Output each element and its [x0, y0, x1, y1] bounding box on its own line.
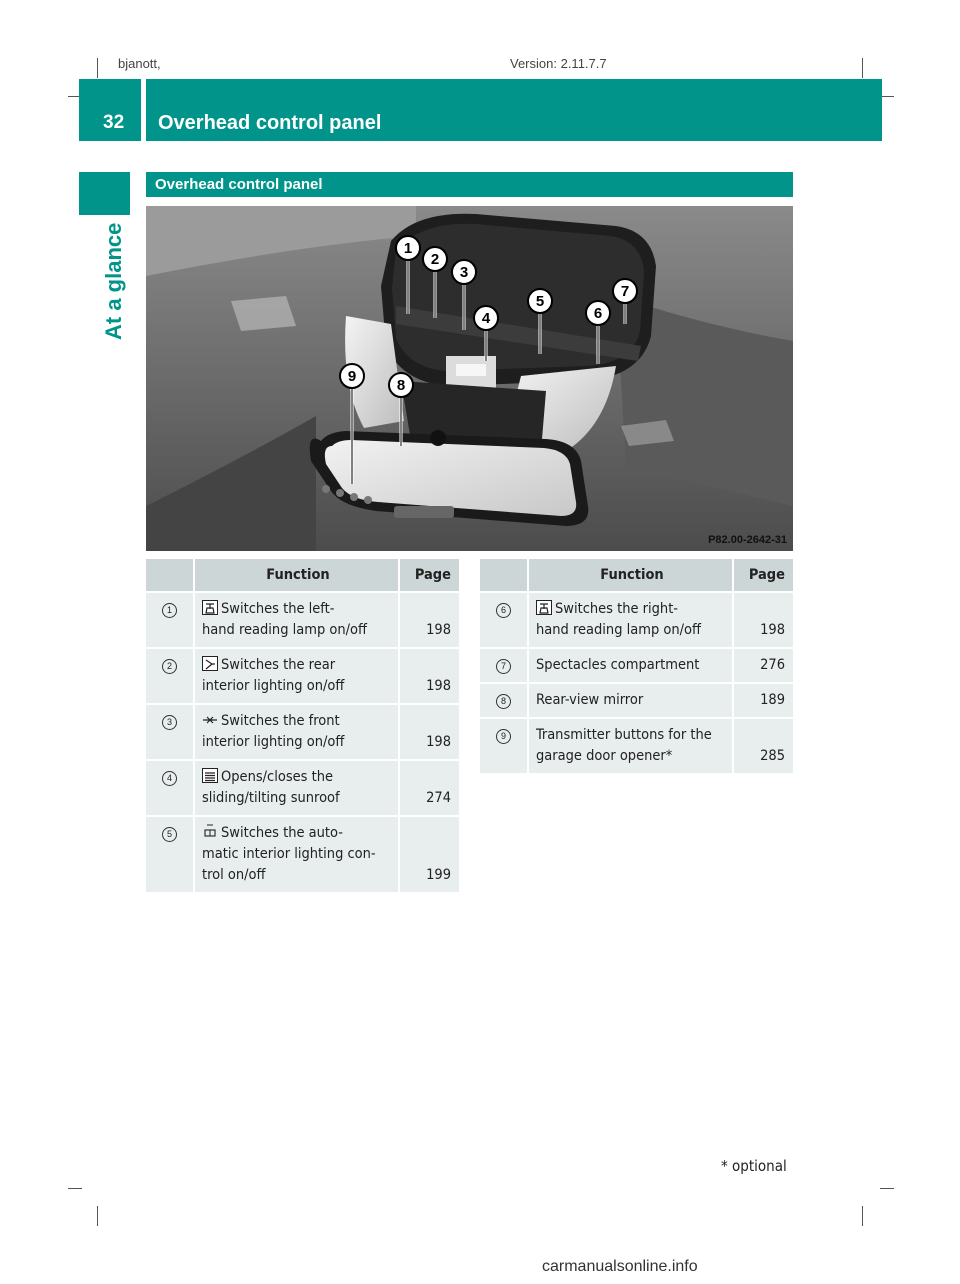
table-row	[146, 648, 459, 704]
item-number: 6	[496, 603, 511, 618]
function-text: Opens/closes the	[221, 769, 333, 785]
table-row	[480, 648, 793, 683]
sidebar-marker	[79, 172, 130, 215]
function-text: hand reading lamp on/off	[202, 622, 367, 638]
author-stamp: bjanott,	[118, 56, 161, 71]
left-reading-lamp-icon	[202, 600, 218, 615]
table-row	[146, 592, 459, 648]
callout-9	[340, 364, 364, 388]
callout-1	[396, 236, 420, 260]
functions-table-left	[146, 559, 459, 892]
overhead-panel-photo	[146, 206, 793, 551]
callout-4	[474, 306, 498, 330]
svg-text:6: 6	[593, 305, 603, 322]
table-row	[480, 718, 793, 773]
item-number: 5	[162, 827, 177, 842]
table-row	[146, 704, 459, 760]
function-text: sliding/tilting sunroof	[202, 790, 340, 806]
function-text: Switches the front	[221, 713, 340, 729]
item-number: 8	[496, 694, 511, 709]
rear-interior-light-icon	[202, 656, 218, 671]
footnote: * optional	[721, 1157, 787, 1175]
front-interior-light-icon	[202, 713, 218, 728]
page-title: Overhead control panel	[158, 112, 382, 134]
svg-text:7: 7	[620, 283, 630, 300]
page-ref: 285	[733, 718, 793, 773]
crop-mark	[97, 58, 98, 78]
svg-text:2: 2	[430, 251, 440, 268]
header-cell-number	[146, 559, 194, 592]
crop-mark	[862, 58, 863, 78]
page-number: 32	[103, 112, 125, 133]
function-text: garage door opener*	[536, 748, 673, 764]
item-number: 2	[162, 659, 177, 674]
function-text: interior lighting on/off	[202, 678, 345, 694]
svg-text:3: 3	[459, 264, 469, 281]
page-ref: 276	[733, 648, 793, 683]
item-number: 3	[162, 715, 177, 730]
function-text: Switches the auto-	[221, 825, 343, 841]
crop-mark	[880, 1188, 894, 1189]
header-cell-page: Page	[399, 559, 459, 592]
chapter-label: At a glance	[101, 222, 126, 340]
crop-mark	[97, 1206, 98, 1226]
svg-text:8: 8	[396, 377, 406, 394]
page-ref: 198	[733, 592, 793, 648]
header-cell-function: Function	[528, 559, 733, 592]
table-row	[480, 683, 793, 718]
function-text: Rear-view mirror	[536, 692, 644, 708]
function-text: Transmitter buttons for the	[536, 727, 712, 743]
function-text: Switches the right-	[555, 601, 679, 617]
section-heading: Overhead control panel	[146, 172, 793, 197]
watermark: carmanualsonline.info	[542, 1258, 698, 1275]
callout-6	[586, 301, 610, 325]
function-text: Switches the left-	[221, 601, 335, 617]
table-row	[146, 816, 459, 892]
version-stamp: Version: 2.11.7.7	[510, 56, 607, 71]
function-text: matic interior lighting con-	[202, 846, 376, 862]
svg-text:1: 1	[403, 240, 413, 257]
callout-2	[423, 247, 447, 271]
function-text: Switches the rear	[221, 657, 336, 673]
svg-text:5: 5	[535, 293, 545, 310]
function-text: interior lighting on/off	[202, 734, 345, 750]
item-number: 9	[496, 729, 511, 744]
item-number: 1	[162, 603, 177, 618]
header-cell-number	[480, 559, 528, 592]
item-number: 7	[496, 659, 511, 674]
auto-interior-light-icon	[202, 824, 218, 839]
svg-text:9: 9	[347, 368, 357, 385]
table-row	[480, 592, 793, 648]
functions-table-right	[480, 559, 793, 773]
page-ref: 198	[399, 648, 459, 704]
right-reading-lamp-icon	[536, 600, 552, 615]
header-cell-function: Function	[194, 559, 399, 592]
function-text: trol on/off	[202, 867, 266, 883]
crop-mark	[880, 96, 894, 97]
photo-code: P82.00-2642-31	[708, 534, 787, 546]
header-cell-page: Page	[733, 559, 793, 592]
callout-7	[613, 279, 637, 303]
page-ref: 199	[399, 816, 459, 892]
sunroof-icon	[202, 768, 218, 783]
header-divider	[141, 79, 146, 141]
crop-mark	[68, 1188, 82, 1189]
svg-text:4: 4	[481, 310, 491, 327]
function-text: Spectacles compartment	[536, 657, 700, 673]
page-ref: 198	[399, 592, 459, 648]
overhead-panel-illustration	[146, 206, 793, 551]
function-text: hand reading lamp on/off	[536, 622, 701, 638]
callout-8	[389, 373, 413, 397]
callout-3	[452, 260, 476, 284]
page-ref: 189	[733, 683, 793, 718]
table-row	[146, 760, 459, 816]
item-number: 4	[162, 771, 177, 786]
page-ref: 274	[399, 760, 459, 816]
page-ref: 198	[399, 704, 459, 760]
callout-5	[528, 289, 552, 313]
crop-mark	[862, 1206, 863, 1226]
